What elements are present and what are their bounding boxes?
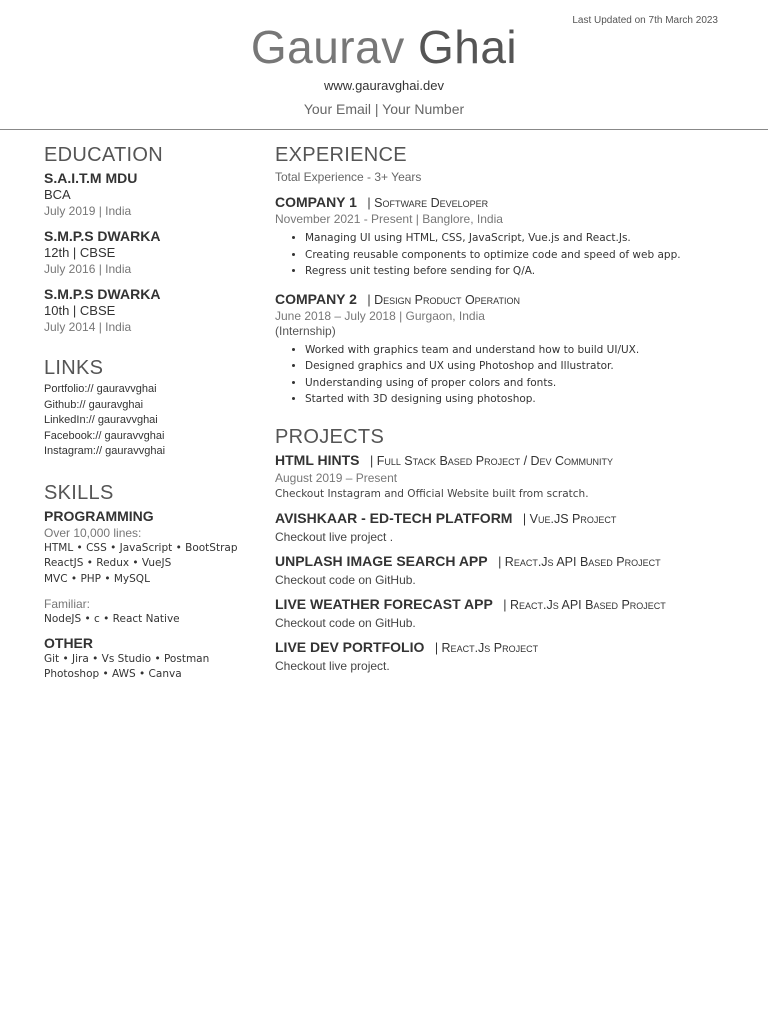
project-title: AVISHKAAR - ED-TECH PLATFORM	[275, 509, 513, 526]
job-bullets	[275, 342, 745, 408]
project-description[interactable]: Checkout code on GitHub.	[275, 615, 416, 630]
project-title: LIVE DEV PORTFOLIO	[275, 638, 425, 655]
list-item: • Worked with graphics team and understand how to build UI/UX.	[305, 342, 745, 359]
project-title: LIVE WEATHER FORECAST APP	[275, 595, 493, 612]
project-entry	[275, 595, 745, 631]
education-date: July 2016 | India	[44, 262, 132, 276]
list-item: • Started with 3D designing using photoshop.	[305, 391, 745, 408]
education-date: July 2019 | India	[44, 204, 132, 218]
contact-line: Your Email | Your Number	[303, 101, 465, 117]
list-item: • Designed graphics and UX using Photoshop and Illustrator.	[305, 358, 745, 375]
job-role: | Software Developer	[367, 196, 489, 210]
job-note: (Internship)	[275, 323, 336, 338]
familiar-line: NodeJS • c • React Native	[44, 613, 180, 625]
project-entry	[275, 638, 745, 674]
education-title: EDUCATION	[44, 144, 163, 166]
project-description[interactable]: Checkout code on GitHub.	[275, 572, 416, 587]
skills-section	[44, 482, 259, 683]
first-name: Gaurav	[250, 21, 405, 73]
other-line: Git • Jira • Vs Studio • Postman	[44, 652, 210, 665]
link-github[interactable]: Github:// gauravghai	[44, 398, 144, 411]
links-title: LINKS	[44, 357, 104, 379]
education-item	[44, 285, 259, 335]
project-entry	[275, 509, 745, 545]
website-link[interactable]: www.gauravghai.dev	[324, 78, 444, 93]
list-item: • Understanding using of proper colors and fonts.	[305, 375, 745, 392]
project-entry	[275, 451, 745, 502]
project-description[interactable]: Checkout live project.	[275, 658, 390, 673]
project-tag: | React.Js API Based Project	[503, 597, 666, 612]
degree: BCA	[44, 187, 71, 202]
projects-section	[275, 426, 745, 674]
project-description[interactable]: Checkout live project .	[275, 529, 394, 544]
job-entry	[275, 290, 745, 408]
project-title: UNPLASH IMAGE SEARCH APP	[275, 552, 488, 569]
project-tag: | Vue.JS Project	[522, 511, 617, 526]
project-tag: | React.Js API Based Project	[498, 554, 661, 569]
other-heading: OTHER	[44, 634, 93, 651]
links-section	[44, 357, 259, 460]
degree: 12th | CBSE	[44, 245, 116, 260]
lines-subheading: Over 10,000 lines:	[44, 525, 142, 540]
skill-line: MVC • PHP • MySQL	[44, 572, 150, 585]
project-description[interactable]: Checkout Instagram and Official Website built from scratch.	[275, 487, 589, 500]
last-name: Ghai	[417, 21, 518, 73]
education-item	[44, 227, 259, 277]
education-item	[44, 169, 259, 219]
job-entry	[275, 193, 745, 280]
project-title: HTML HINTS	[275, 451, 360, 468]
degree: 10th | CBSE	[44, 303, 116, 318]
familiar-subheading: Familiar:	[44, 597, 91, 611]
list-item: • Creating reusable components to optimize code and speed of web app.	[305, 247, 745, 264]
total-experience: Total Experience - 3+ Years	[275, 170, 422, 184]
company-name: COMPANY 2	[275, 290, 357, 307]
link-facebook[interactable]: Facebook:// gauravvghai	[44, 429, 165, 442]
education-section	[44, 144, 259, 335]
left-column	[44, 144, 259, 705]
right-column	[275, 144, 745, 696]
company-name: COMPANY 1	[275, 194, 357, 210]
education-date: July 2014 | India	[44, 320, 132, 334]
experience-section	[275, 144, 745, 408]
job-role: | Design Product Operation	[367, 292, 521, 307]
name-heading	[0, 20, 768, 74]
programming-heading: PROGRAMMING	[44, 507, 154, 524]
list-item: • Regress unit testing before sending for Q/A.	[305, 263, 745, 280]
project-tag: | Full Stack Based Project / Dev Community	[369, 453, 614, 468]
school-name: S.A.I.T.M MDU	[44, 170, 138, 186]
other-line: Photoshop • AWS • Canva	[44, 668, 182, 680]
header-divider	[0, 129, 768, 130]
skill-line: HTML • CSS • JavaScript • BootStrap	[44, 541, 238, 554]
link-portfolio[interactable]: Portfolio:// gauravvghai	[44, 383, 157, 395]
job-bullets	[275, 230, 745, 280]
project-entry	[275, 552, 745, 588]
school-name: S.M.P.S DWARKA	[44, 228, 161, 244]
experience-title: EXPERIENCE	[275, 144, 407, 166]
projects-title: PROJECTS	[275, 425, 385, 448]
school-name: S.M.P.S DWARKA	[44, 286, 161, 302]
last-updated: Last Updated on 7th March 2023	[572, 15, 718, 26]
job-date: June 2018 – July 2018 | Gurgaon, India	[275, 308, 485, 323]
skill-line: ReactJS • Redux • VueJS	[44, 557, 172, 569]
project-date: August 2019 – Present	[275, 470, 398, 485]
skills-title: SKILLS	[44, 481, 114, 504]
link-instagram[interactable]: Instagram:// gauravvghai	[44, 445, 166, 457]
list-item: • Managing UI using HTML, CSS, JavaScript, Vue.js and React.Js.	[305, 230, 745, 247]
job-date: November 2021 - Present | Banglore, India	[275, 212, 503, 226]
link-linkedin[interactable]: LinkedIn:// gauravvghai	[44, 414, 158, 426]
project-tag: | React.Js Project	[434, 640, 539, 655]
